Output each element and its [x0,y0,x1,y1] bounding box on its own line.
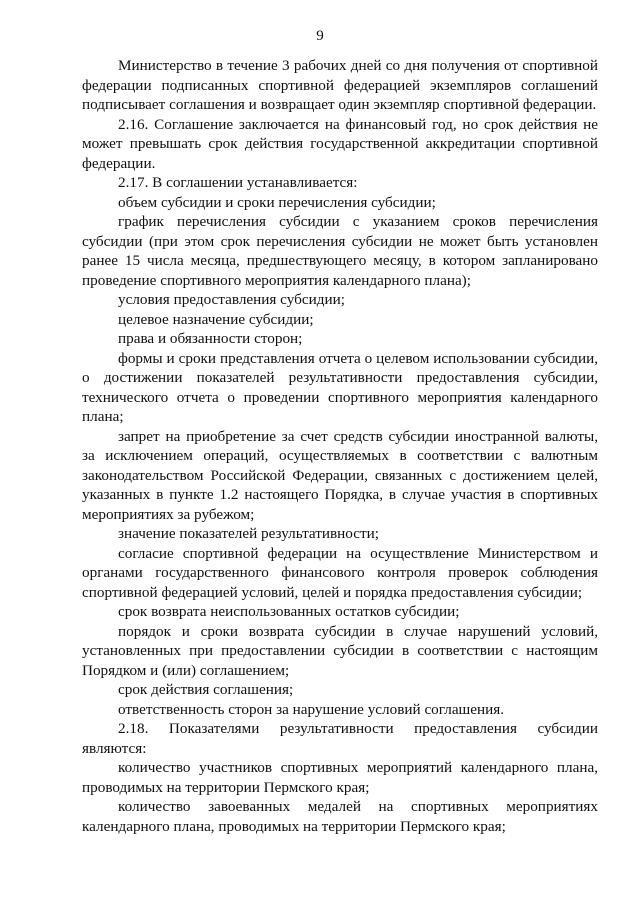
paragraph-ministry-signing: Министерство в течение 3 рабочих дней со дня получения от спортивной федерации подписанных спортивной федерацией экземпляров соглашений подписывает соглашения и возвращает один экземпляр спортивной федерации. [82,57,598,113]
list-item-subsidy-volume: объем субсидии и сроки перечисления субсидии; [118,193,436,211]
document-body [82,56,598,836]
list-item-transfer-schedule: график перечисления субсидии с указанием сроков перечисления субсидии (при этом срок перечисления субсидии не может быть установлен ранее 15 числа месяца, предшествующего месяцу, в котором запланировано проведение спортивного мероприятия календарного плана); [82,213,598,289]
list-item-currency-ban: запрет на приобретение за счет средств субсидии иностранной валюты, за исключением операций, осуществляемых в соответствии с валютным законодательством Российской Федерации, связанных с достижением целей, указанных в пункте 1.2 настоящего Порядка, в случае участия в спортивных мероприятиях за рубежом; [82,427,598,523]
list-item-reports: формы и сроки представления отчета о целевом использовании субсидии, о достижении показателей результативности предоставления субсидии, технического отчета о проведении спортивного мероприятия календарного плана; [82,349,598,425]
paragraph-2-16: 2.16. Соглашение заключается на финансовый год, но срок действия не может превышать срок действия государственной аккредитации спортивной федерации. [82,115,598,172]
list-item-purpose: целевое назначение субсидии; [118,310,314,328]
paragraph-2-17: 2.17. В соглашении устанавливается: [118,174,358,191]
list-item-conditions: условия предоставления субсидии; [118,291,345,308]
list-item-medals: количество завоеванных медалей на спортивных мероприятиях календарного плана, проводимых на территории Пермского края; [82,798,598,835]
paragraph-2-18: 2.18. Показателями результативности предоставления субсидии являются: [82,720,598,757]
list-item-return-procedure: порядок и сроки возврата субсидии в случае нарушений условий, установленных при предоставлении субсидии в соответствии с настоящим Порядком и (или) соглашением; [82,622,598,679]
list-item-liability: ответственность сторон за нарушение условий соглашения. [118,700,505,718]
list-item-return-term: срок возврата неиспользованных остатков субсидии; [118,603,460,620]
page-number: 9 [316,28,324,44]
list-item-indicators: значение показателей результативности; [118,525,379,542]
list-item-participants: количество участников спортивных мероприятий календарного плана, проводимых на территории Пермского края; [82,759,598,796]
list-item-consent: согласие спортивной федерации на осуществление Министерством и органами государственного финансового контроля проверок соблюдения спортивной федерацией условий, целей и порядка предоставления субсидии; [82,544,598,601]
list-item-validity: срок действия соглашения; [118,681,294,698]
list-item-rights: права и обязанности сторон; [118,330,303,347]
